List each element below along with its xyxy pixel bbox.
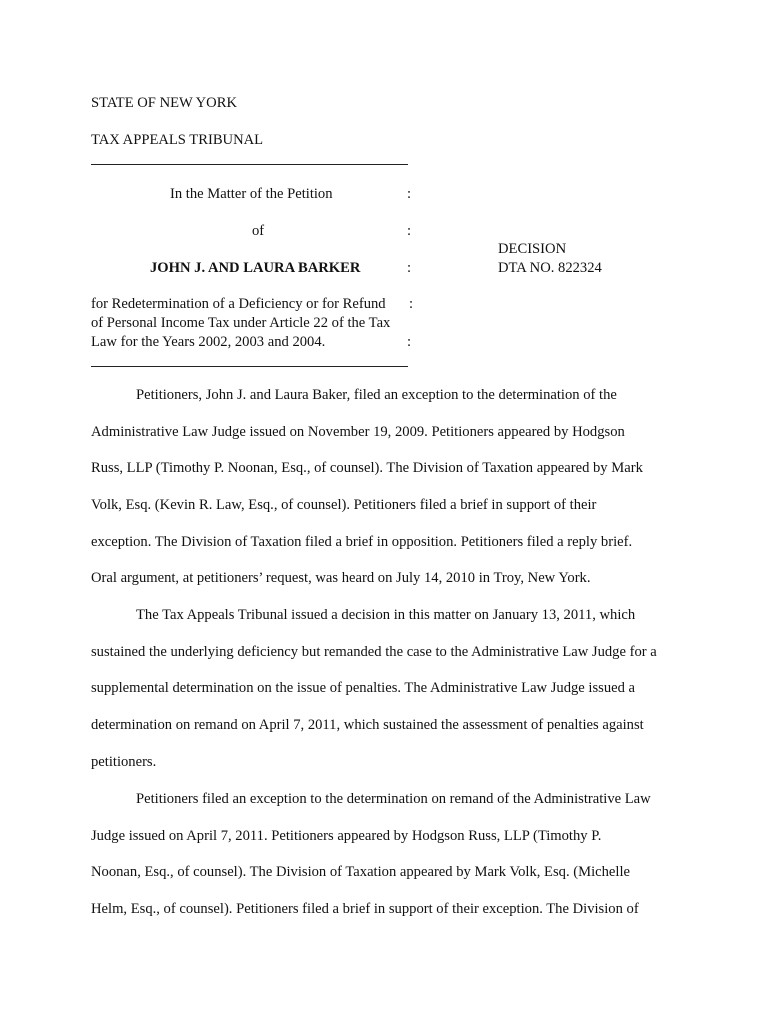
caption-colon: :	[407, 334, 412, 350]
paragraph-1	[91, 377, 691, 597]
paragraph-line: The Tax Appeals Tribunal issued a decision in this matter on January 13, 2011, which	[136, 607, 636, 623]
paragraph-line: Petitioners filed an exception to the determination on remand of the Administrative Law	[136, 791, 651, 807]
caption-top-rule	[91, 164, 408, 165]
paragraph-line: Russ, LLP (Timothy P. Noonan, Esq., of counsel). The Division of Taxation appeared by Mark	[91, 460, 643, 477]
paragraph-line: supplemental determination on the issue of penalties. The Administrative Law Judge issued a	[91, 680, 636, 697]
paragraph-line: Oral argument, at petitioners’ request, was heard on July 14, 2010 in Troy, New York.	[91, 570, 591, 587]
paragraph-line: Volk, Esq. (Kevin R. Law, Esq., of counsel). Petitioners filed a brief in support of their	[91, 497, 597, 514]
paragraph-line: petitioners.	[91, 753, 157, 770]
dta-number: DTA NO. 822324	[498, 260, 602, 276]
paragraph-line: determination on remand on April 7, 2011, which sustained the assessment of penalties against	[91, 717, 644, 734]
caption-colon: :	[407, 223, 412, 239]
caption-bottom-rule	[91, 366, 408, 367]
paragraph-line: Petitioners, John J. and Laura Baker, filed an exception to the determination of the	[136, 387, 617, 403]
paragraph-line: Helm, Esq., of counsel). Petitioners filed a brief in support of their exception. The Division of	[91, 901, 639, 918]
caption-colon: :	[409, 296, 414, 312]
matter-line: In the Matter of the Petition	[170, 186, 333, 202]
caption-colon: :	[407, 260, 412, 276]
paragraph-3	[91, 781, 691, 928]
tribunal-heading: TAX APPEALS TRIBUNAL	[91, 132, 264, 148]
caption-colon: :	[407, 186, 412, 202]
paragraph-line: Noonan, Esq., of counsel). The Division of Taxation appeared by Mark Volk, Esq. (Michelle	[91, 864, 630, 881]
purpose-line: for Redetermination of a Deficiency or for Refund	[91, 296, 386, 312]
paragraph-line: exception. The Division of Taxation filed a brief in opposition. Petitioners filed a reply brief.	[91, 533, 633, 550]
paragraph-2	[91, 597, 691, 780]
decision-label: DECISION	[498, 241, 567, 257]
state-heading: STATE OF NEW YORK	[91, 95, 237, 111]
parties-name: JOHN J. AND LAURA BARKER	[150, 260, 361, 276]
purpose-line: of Personal Income Tax under Article 22 of the Tax	[91, 315, 391, 331]
paragraph-line: Judge issued on April 7, 2011. Petitioners appeared by Hodgson Russ, LLP (Timothy P.	[91, 827, 602, 844]
of-line: of	[252, 223, 265, 239]
paragraph-line: Administrative Law Judge issued on November 19, 2009. Petitioners appeared by Hodgson	[91, 423, 625, 440]
purpose-line: Law for the Years 2002, 2003 and 2004.	[91, 334, 326, 350]
paragraph-line: sustained the underlying deficiency but remanded the case to the Administrative Law Judge for a	[91, 643, 657, 660]
